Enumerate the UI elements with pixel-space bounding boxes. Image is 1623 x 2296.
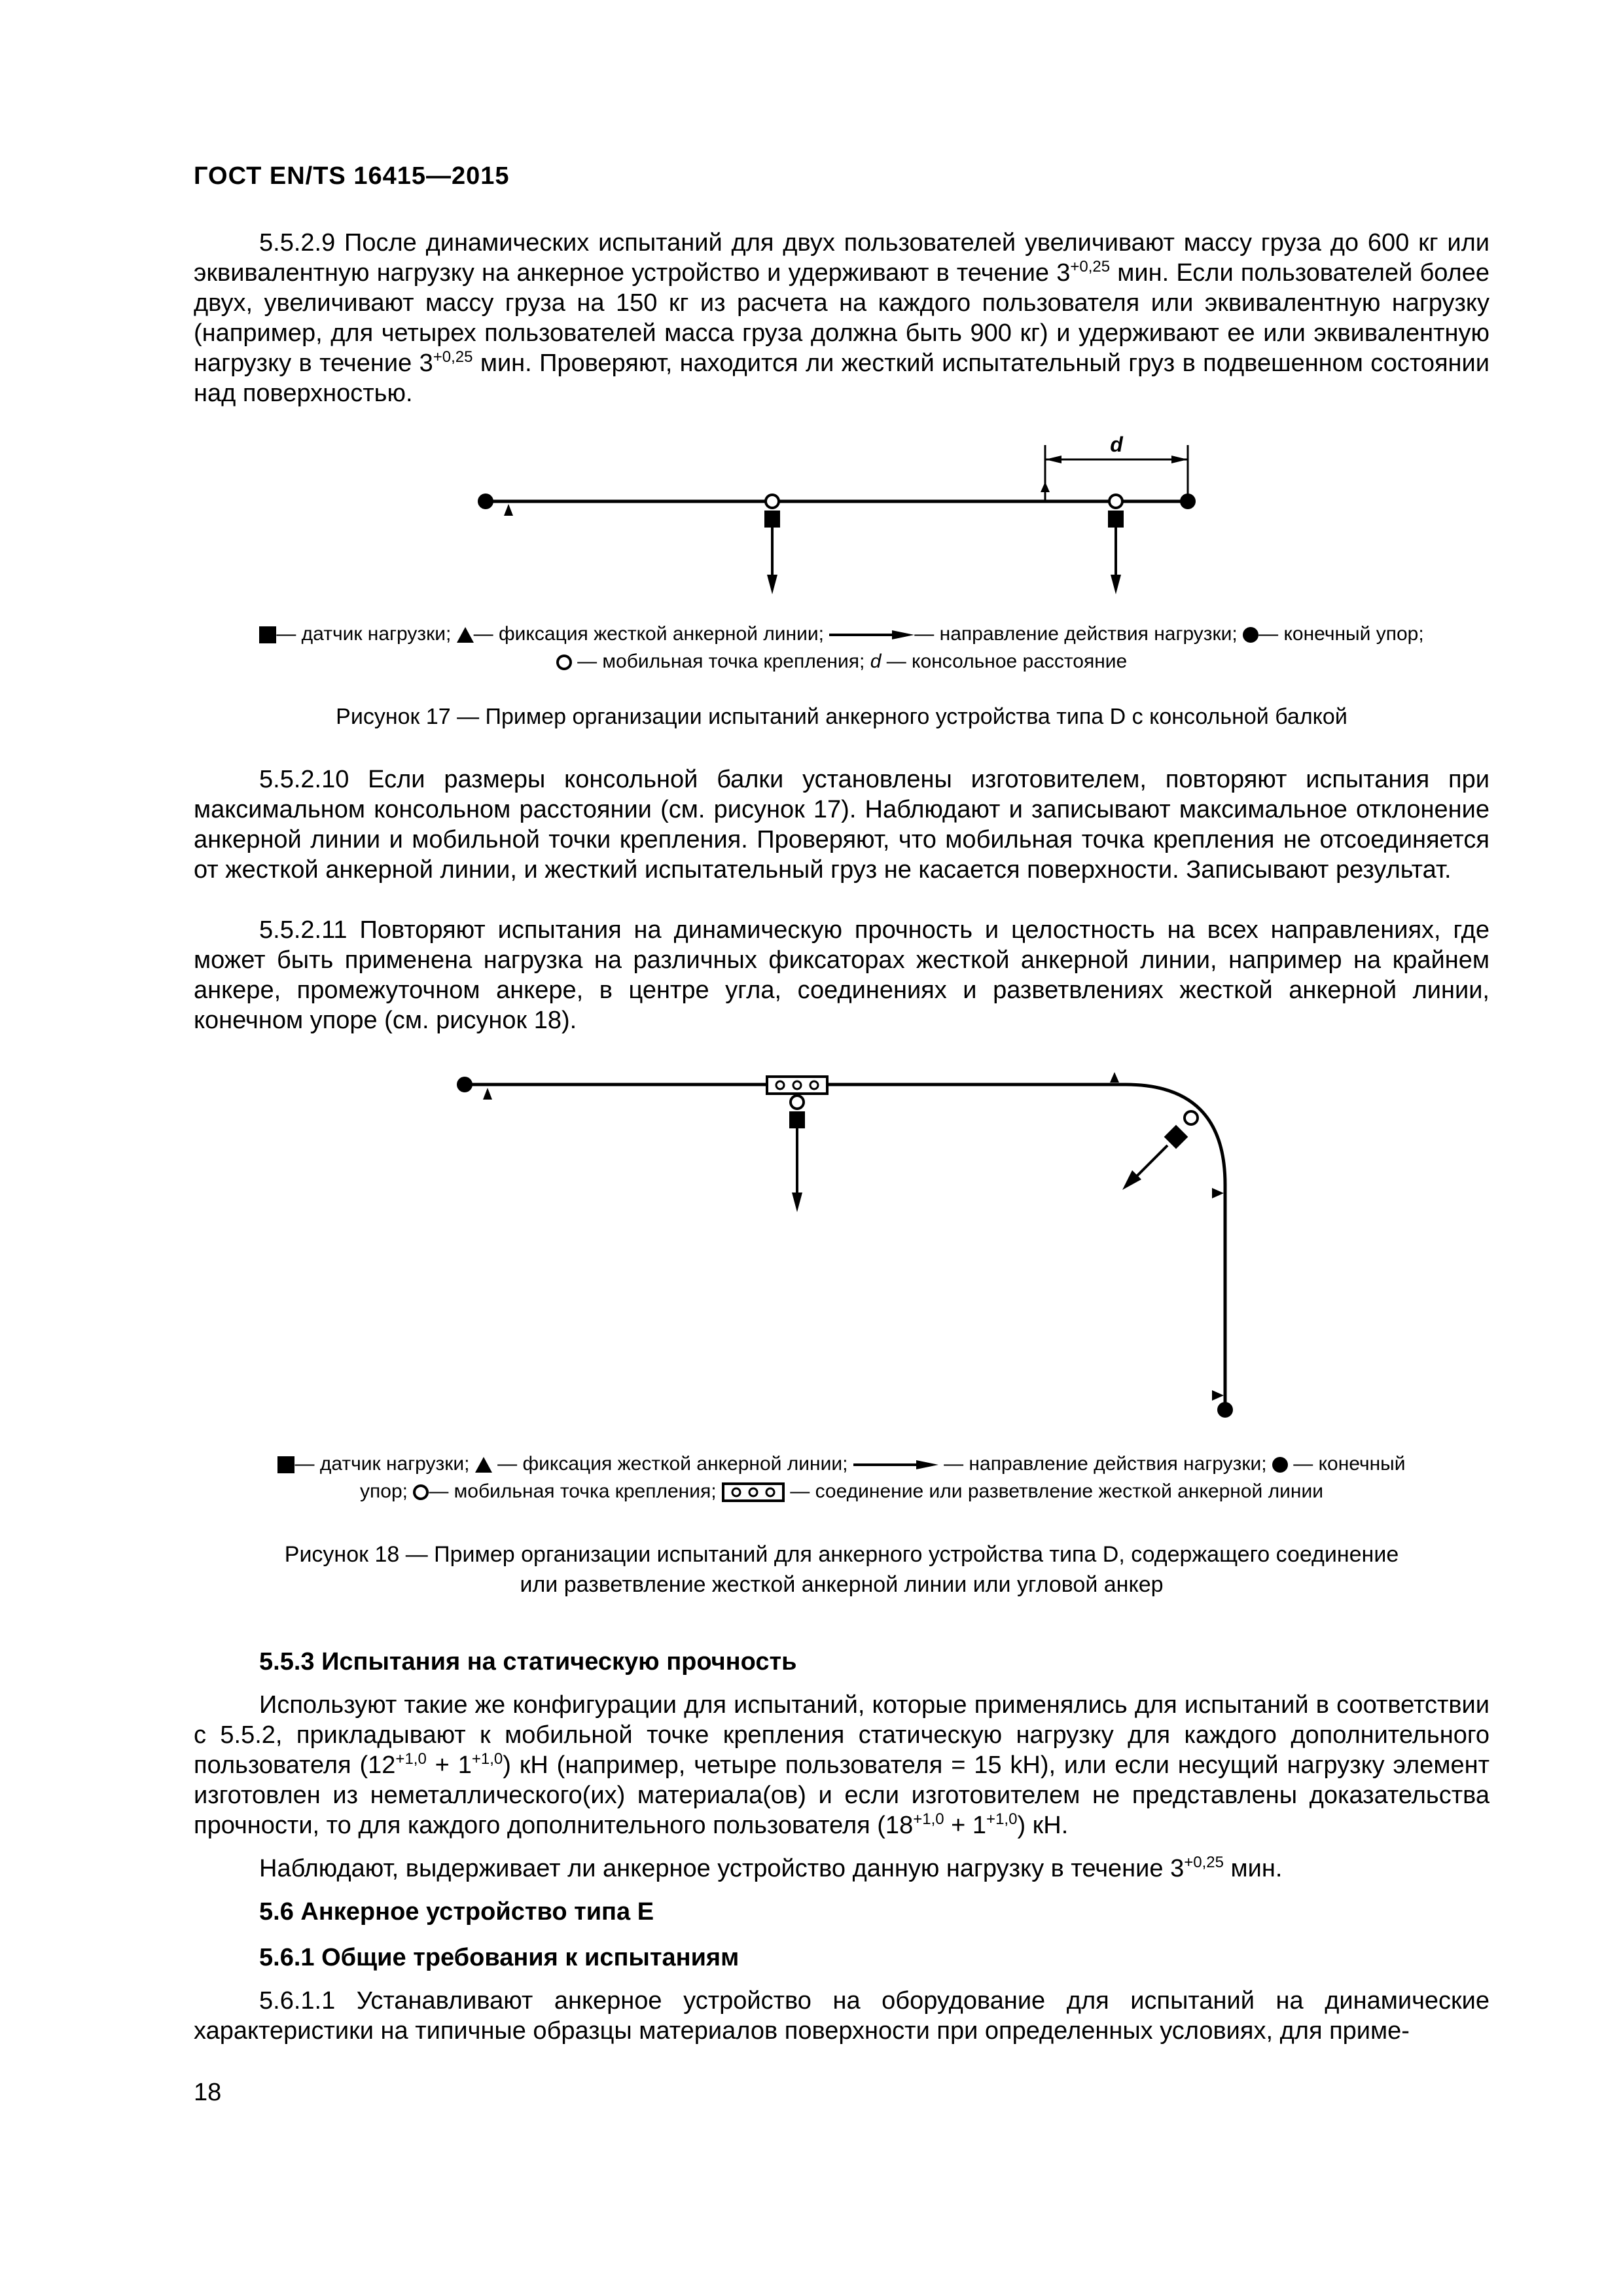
- legend-text: — датчик нагрузки;: [276, 623, 452, 645]
- mobile-point-icon: [556, 655, 572, 670]
- legend-text: — фиксация жесткой анкерной линии;: [491, 1453, 848, 1475]
- heading-5-6: 5.6 Анкерное устройство типа E: [259, 1898, 654, 1926]
- load-arrow-shaft: [1133, 1145, 1168, 1179]
- superscript: +0,25: [1184, 1854, 1224, 1871]
- joint-circle: [776, 1081, 784, 1089]
- caption-line-1: Рисунок 18 — Пример организации испытаний для анкерного устройства типа D, содержащего соединение: [284, 1542, 1399, 1567]
- figure-17-caption: Рисунок 17 — Пример организации испытаний анкерного устройства типа D с консольной балкой: [336, 704, 1347, 729]
- text: Используют такие же конфигурации для испытаний, которые применялись для испытаний в соответствии с 5.5.2, прикладывают к мобильной точке крепления статическую нагрузку для каждого дополнительного пользователя (12: [194, 1691, 1489, 1779]
- legend-line-1: [194, 620, 1489, 648]
- text: мин.: [1223, 1855, 1283, 1882]
- load-sensor-icon: [259, 626, 276, 643]
- figure-18-diagram: [445, 1067, 1283, 1433]
- figure-18-caption: [194, 1539, 1489, 1600]
- legend-line-2: [194, 648, 1489, 675]
- mobile-point-icon: [413, 1484, 429, 1500]
- load-sensor: [1164, 1125, 1188, 1149]
- legend-text: — конечный упор;: [1258, 623, 1424, 645]
- mobile-point: [1109, 495, 1122, 508]
- fixation-triangle: [483, 1088, 492, 1100]
- text: мин. Проверяют, находится ли жесткий испытательный груз в подвешенном состоянии над поверхностью.: [194, 350, 1489, 407]
- joint-circle: [810, 1081, 818, 1089]
- fixation-triangle: [504, 504, 513, 516]
- end-stop-left: [457, 1077, 473, 1092]
- figure-17-legend: [194, 620, 1489, 675]
- paragraph-5-5-2-11: 5.5.2.11 Повторяют испытания на динамическую прочность и целостность на всех направлениях, где может быть применена нагрузка на различных фиксаторах жесткой анкерной линии, например на крайнем анкере, промежуточном анкере, в центре угла, соединениях и разветвлениях жесткой анкерной линии, конечном упоре (см. рисунок 18).: [194, 916, 1489, 1034]
- dimension-arrow-right: [1171, 456, 1188, 463]
- end-stop-left: [478, 493, 493, 509]
- end-stop-icon: [1272, 1457, 1288, 1473]
- paragraph-5-5-2-9: [194, 228, 1489, 408]
- text: 5.5.2.9 После динамических испытаний для двух пользователей увеличивают массу груза до 600 кг или эквивалентную нагрузку на анкерное устройство и удерживают в течение 3: [194, 229, 1489, 287]
- page-number: 18: [194, 2079, 222, 2106]
- mobile-point: [1185, 1111, 1198, 1124]
- triangle-icon: [457, 627, 474, 643]
- dimension-label: d: [1110, 433, 1123, 456]
- legend-text: — направление действия нагрузки;: [914, 623, 1238, 645]
- legend-text: — консольное расстояние: [881, 651, 1128, 672]
- paragraph-5-5-2-10: 5.5.2.10 Если размеры консольной балки установлены изготовителем, повторяют испытания при максимальном консольном расстоянии (см. рисунок 17). Наблюдают и записывают максимальное отклонение анкерной линии и мобильной точки крепления. Проверяют, что мобильная точка крепления не отсоединяется от жесткой анкерной линии, и жесткий испытательный груз не касается поверхности. Записывают результат.: [194, 766, 1489, 884]
- load-arrow-head: [1111, 575, 1121, 594]
- paragraph-5-5-3-b: [194, 1854, 1489, 1884]
- legend-text: — конечный: [1287, 1453, 1406, 1475]
- arrow-right-icon: [853, 1458, 938, 1471]
- legend-text: упор;: [360, 1480, 408, 1502]
- heading-5-6-1: 5.6.1 Общие требования к испытаниям: [259, 1944, 740, 1971]
- text: ) кН (например, четыре пользователя = 15 kH), или если несущий нагрузку элемент изготовлен из неметаллического(их) материала(ов) и если изготовителем не представлены доказательства прочности, то для каждого дополнительного пользователя (18: [194, 1751, 1489, 1839]
- legend-text: — соединение или разветвление жесткой анкерной линии: [784, 1480, 1323, 1502]
- load-arrow-head: [767, 575, 777, 594]
- figure-18-legend: [194, 1450, 1489, 1505]
- mobile-point: [791, 1096, 804, 1109]
- figure-17-diagram: [458, 432, 1243, 609]
- load-sensor: [789, 1111, 805, 1128]
- legend-line-1: [194, 1450, 1489, 1478]
- superscript: +1,0: [913, 1810, 944, 1828]
- legend-text: — фиксация жесткой анкерной линии;: [473, 623, 824, 645]
- paragraph-5-5-3: [194, 1690, 1489, 1840]
- document-header: ГОСТ EN/TS 16415—2015: [194, 162, 510, 190]
- load-sensor: [764, 511, 780, 528]
- superscript: +0,25: [433, 348, 473, 366]
- fixation-triangle: [1212, 1188, 1224, 1198]
- fixation-triangle: [1110, 1072, 1119, 1083]
- superscript: +0,25: [1070, 258, 1111, 276]
- heading-5-5-3: 5.5.3 Испытания на статическую прочность: [259, 1648, 797, 1676]
- end-stop-icon: [1243, 627, 1258, 643]
- load-sensor-icon: [277, 1456, 294, 1473]
- joint-icon: [722, 1482, 785, 1502]
- legend-text: — мобильная точка крепления;: [577, 651, 870, 672]
- load-sensor: [1108, 511, 1124, 528]
- load-arrow-head: [792, 1193, 802, 1212]
- superscript: +1,0: [471, 1750, 503, 1768]
- fixation-triangle: [1212, 1390, 1224, 1401]
- paragraph-5-6-1-1: 5.6.1.1 Устанавливают анкерное устройство на оборудование для испытаний на динамические характеристики на типичные образцы материалов поверхности при определенных условиях, для приме-: [194, 1987, 1489, 2045]
- arrow-right-icon: [829, 628, 914, 641]
- caption-line-2: или разветвление жесткой анкерной линии или угловой анкер: [520, 1572, 1164, 1597]
- text: + 1: [426, 1751, 472, 1779]
- legend-text: — направление действия нагрузки;: [938, 1453, 1267, 1475]
- superscript: +1,0: [395, 1750, 427, 1768]
- text: мин. Если пользователей более двух, увеличивают массу груза на 150 кг из расчета на каждого пользователя или эквивалентную нагрузку (например, для четырех пользователей масса груза должна быть 900 кг) и удерживают ее или эквивалентную нагрузку в течение 3: [194, 259, 1490, 377]
- end-stop-bottom: [1217, 1402, 1233, 1418]
- superscript: +1,0: [986, 1810, 1018, 1828]
- legend-text: — мобильная точка крепления;: [429, 1480, 717, 1502]
- legend-line-2: [194, 1478, 1489, 1505]
- text: ) кН.: [1017, 1812, 1069, 1839]
- text: + 1: [944, 1812, 987, 1839]
- joint-circle: [793, 1081, 801, 1089]
- dimension-arrow-left: [1045, 456, 1061, 463]
- mobile-point: [766, 495, 779, 508]
- legend-text: d: [870, 651, 882, 672]
- triangle-icon: [475, 1457, 492, 1473]
- legend-text: — датчик нагрузки;: [294, 1453, 470, 1475]
- text: Наблюдают, выдерживает ли анкерное устройство данную нагрузку в течение 3: [259, 1855, 1185, 1882]
